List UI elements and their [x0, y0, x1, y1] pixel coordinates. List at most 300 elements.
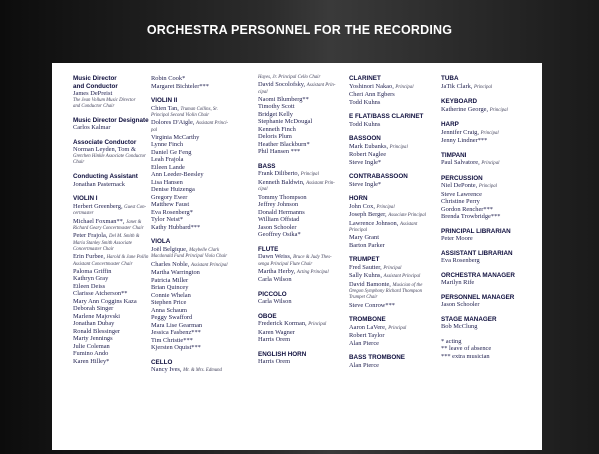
- chair-note: Hayes, Jr. Principal Cello Chair: [258, 75, 321, 80]
- personnel-name: [349, 91, 426, 99]
- member-name: Ann Leeder-Beesley: [151, 171, 204, 179]
- personnel-name: [151, 322, 228, 330]
- personnel-name: [441, 279, 515, 287]
- member-name: Brian Quincey: [151, 284, 189, 292]
- personnel-name: [151, 329, 228, 337]
- personnel-name: [151, 344, 228, 352]
- member-name: Paloma Griffin: [73, 267, 112, 275]
- member-name: Steve Lawrence: [441, 190, 482, 198]
- member-name: Kenneth Baldwin,: [258, 178, 305, 186]
- member-name: William Offstad: [258, 216, 300, 224]
- personnel-name: [73, 90, 149, 98]
- member-title: Principal: [478, 184, 497, 189]
- personnel-name: [349, 203, 426, 212]
- member-name: Bridget Kelly: [258, 110, 293, 118]
- section-gap: [73, 166, 149, 173]
- section-gap: [441, 221, 515, 228]
- section-gap: [258, 306, 335, 313]
- member-title: Assistant Prin-: [306, 83, 336, 89]
- personnel-name: [258, 298, 335, 306]
- personnel-name: [258, 81, 335, 90]
- section-gap: [258, 156, 335, 163]
- member-name: Eva Rosenberg*: [151, 208, 193, 216]
- personnel-name: [349, 181, 426, 189]
- member-name: Mark Eubanks,: [349, 142, 389, 150]
- member-name: Jonathan Dubay: [73, 320, 115, 328]
- member-name: Bob McClung: [441, 323, 478, 330]
- member-name: Robin Cook*: [151, 75, 186, 82]
- personnel-name: [258, 179, 335, 188]
- member-name: Kenneth Finch: [258, 125, 296, 133]
- personnel-name: [258, 253, 335, 262]
- personnel-name: [73, 320, 149, 328]
- member-title: Mr. & Mrs. Edmund: [183, 368, 222, 374]
- personnel-name: [258, 133, 335, 141]
- section-gap: [349, 347, 426, 354]
- personnel-name: [73, 343, 149, 351]
- personnel-name: [151, 209, 228, 217]
- personnel-name: [258, 231, 335, 239]
- chair-note: Assistant Concertmaster Chair: [73, 261, 133, 267]
- member-title: Bruce & Judy Thes-: [293, 255, 332, 261]
- personnel-name: [258, 194, 335, 202]
- section-heading: TUBA: [441, 75, 459, 82]
- section-heading: STAGE MANAGER: [441, 315, 497, 323]
- member-name: Phil Hansen ***: [258, 148, 301, 156]
- member-name: Daniel Ge Feng: [151, 148, 192, 156]
- member-title: Janet &: [126, 219, 142, 225]
- section-gap: [441, 287, 515, 294]
- personnel-name: [258, 141, 335, 149]
- personnel-name: [73, 305, 149, 313]
- member-title: Principal: [481, 161, 500, 166]
- section-gap: [73, 132, 149, 139]
- member-name: Herbert Greenberg,: [73, 202, 123, 210]
- personnel-name: [73, 335, 149, 343]
- personnel-name: [258, 268, 335, 277]
- member-name: Erin Furbee,: [73, 253, 105, 261]
- personnel-column-4: [349, 75, 426, 369]
- member-name: Gregory Ewer: [151, 193, 188, 201]
- member-title: Truman Collins, Sr.: [180, 106, 218, 112]
- member-name: Mara Lise Gearman: [151, 321, 203, 329]
- section-gap: [441, 145, 515, 152]
- section-gap: [349, 188, 426, 195]
- member-name: Marlene Majovski: [73, 312, 121, 320]
- section-heading: VIOLIN I: [73, 195, 98, 203]
- personnel-name: [441, 301, 515, 309]
- section-heading: Music Director Designate: [73, 116, 149, 124]
- personnel-name: [349, 302, 426, 310]
- personnel-name: [151, 75, 228, 83]
- personnel-name: [151, 156, 228, 164]
- personnel-name: [441, 159, 515, 168]
- member-name: Stephen Price: [151, 299, 187, 307]
- personnel-name: [441, 182, 515, 191]
- personnel-name: [73, 146, 149, 154]
- chair-note: Richard Geary Concertmaster Chair: [73, 226, 144, 232]
- member-name: Nancy Ives,: [151, 366, 182, 374]
- member-name: Joël Belgique,: [151, 245, 188, 253]
- personnel-name: [441, 198, 515, 206]
- member-name: Lynne Finch: [151, 141, 184, 149]
- member-name: Steve Ingle*: [349, 158, 382, 166]
- member-name: Martha Warrington: [151, 269, 200, 277]
- member-title: Principal: [376, 204, 395, 210]
- personnel-name: [151, 224, 228, 232]
- personnel-name: [441, 106, 515, 115]
- personnel-name: [349, 324, 426, 333]
- section-gap: [349, 106, 426, 113]
- personnel-name: [258, 118, 335, 126]
- member-name: Denise Huizenga: [151, 186, 195, 194]
- personnel-name: [441, 257, 515, 265]
- member-name: Carlos Kalmar: [73, 124, 111, 132]
- member-name: Jason Schooler: [258, 223, 297, 231]
- member-name: Patricia Miller: [151, 276, 189, 284]
- section-heading: PRINCIPAL LIBRARIAN: [441, 227, 511, 235]
- member-name: Robert Naglee: [349, 151, 387, 158]
- member-name: Katherine George,: [441, 105, 489, 113]
- member-name: Mary Ann Coggins Kaza: [73, 297, 137, 305]
- personnel-name: [441, 206, 515, 214]
- member-name: Leah Frajola: [151, 156, 184, 164]
- member-name: David Bamonte,: [349, 280, 391, 288]
- member-name: Donald Hermanns: [258, 208, 305, 216]
- member-name: Jeffrey Johnson: [258, 201, 299, 209]
- member-name: Norman Leyden, Tom &: [73, 146, 136, 154]
- personnel-name: [349, 281, 426, 290]
- member-name: Aaron LaVere,: [349, 323, 387, 331]
- member-name: Clarisse Atcherson**: [73, 290, 128, 298]
- member-title: Assistant Prin-: [306, 180, 335, 186]
- member-name: Robert Taylor: [349, 332, 385, 340]
- chair-note: cipal: [258, 187, 268, 193]
- member-name: Joseph Berger,: [349, 211, 387, 218]
- section-heading: VIOLA: [151, 238, 171, 246]
- personnel-name: [258, 201, 335, 209]
- personnel-name: [258, 276, 335, 284]
- member-name: Cheri Ann Egbers: [349, 91, 395, 98]
- personnel-name: [151, 269, 228, 277]
- personnel-name: [151, 134, 228, 142]
- section-heading: TRUMPET: [349, 256, 380, 264]
- section-heading: E FLAT/BASS CLARINET: [349, 113, 424, 120]
- member-title: Assistant Principal: [383, 274, 421, 280]
- chair-note: senga Principal Flute Chair: [258, 261, 313, 267]
- member-name: Christine Perry: [441, 198, 480, 205]
- member-name: Kathy Hubbard***: [151, 223, 201, 231]
- personnel-name: [151, 284, 228, 292]
- section-heading: KEYBOARD: [441, 98, 478, 105]
- member-name: John Cox,: [349, 202, 375, 210]
- section-heading: TIMPANI: [441, 151, 467, 159]
- personnel-name: [258, 336, 335, 344]
- section-heading: TROMBONE: [349, 316, 386, 324]
- member-name: Carla Wilson: [258, 276, 292, 284]
- member-name: Todd Kuhns: [349, 120, 381, 128]
- personnel-name: [73, 268, 149, 276]
- personnel-name: [349, 264, 426, 273]
- personnel-name: [349, 211, 426, 220]
- personnel-name: [349, 234, 426, 242]
- personnel-name: [73, 298, 149, 306]
- personnel-name: [258, 148, 335, 156]
- section-gap: [441, 331, 515, 338]
- member-name: * acting: [441, 337, 462, 345]
- chair-note: and Conductor Chair: [73, 103, 115, 109]
- personnel-name: [349, 159, 426, 167]
- member-name: Anna Schaum: [151, 306, 188, 314]
- member-name: Marty Jennings: [73, 335, 113, 343]
- section-gap: [151, 90, 228, 97]
- personnel-name: [151, 105, 228, 114]
- personnel-name: [151, 366, 228, 375]
- personnel-name: [258, 216, 335, 224]
- chair-note: Principal: [349, 228, 368, 233]
- member-name: Peter Moore: [441, 235, 473, 242]
- member-title: Principal: [389, 144, 408, 150]
- personnel-name: [73, 218, 149, 227]
- member-title: Associate Principal: [388, 213, 426, 218]
- section-gap: [349, 249, 426, 256]
- personnel-name: [258, 111, 335, 119]
- personnel-name: [349, 220, 426, 229]
- personnel-column-3: [258, 75, 335, 366]
- personnel-name: [151, 277, 228, 285]
- member-name: Peggy Swafford: [151, 314, 193, 322]
- personnel-name: [73, 124, 149, 132]
- member-title: Musician of the: [392, 282, 423, 288]
- member-name: Kjersten Oquist***: [151, 344, 201, 352]
- section-gap: [151, 231, 228, 238]
- section-heading: ASSISTANT LIBRARIAN: [441, 249, 513, 257]
- member-name: ** leave of absence: [441, 345, 492, 352]
- chair-note: certmaster: [73, 211, 94, 217]
- personnel-name: [73, 313, 149, 321]
- personnel-name: [73, 290, 149, 298]
- section-gap: [258, 344, 335, 351]
- section-heading: CLARINET: [349, 75, 381, 82]
- member-name: Brenda Trowbridge***: [441, 213, 501, 220]
- personnel-column-5: [441, 75, 515, 360]
- member-name: Jenny Lindner***: [441, 137, 488, 144]
- member-name: Ronald Blessinger: [73, 327, 121, 335]
- personnel-name: [151, 299, 228, 307]
- personnel-name: [258, 170, 335, 179]
- section-gap: [349, 166, 426, 173]
- member-name: Steve Conrow***: [349, 301, 395, 309]
- chair-note: Macdonald Fund Principal Viola Chair: [151, 254, 228, 260]
- member-name: James DePreist: [73, 90, 113, 97]
- personnel-name: [151, 194, 228, 202]
- member-name: Karen Wagner: [258, 328, 295, 336]
- personnel-name: [73, 328, 149, 336]
- member-name: Mary Grant: [349, 234, 379, 242]
- section-heading: BASSOON: [349, 135, 381, 142]
- member-name: Virginia McCarthy: [151, 133, 200, 141]
- member-title: Principal: [383, 265, 402, 271]
- personnel-name: [151, 216, 228, 224]
- personnel-name: [258, 224, 335, 232]
- member-name: Matthew Faust: [151, 201, 190, 209]
- member-name: Niel DePonte,: [441, 182, 478, 189]
- member-name: Jonathan Pasternack: [73, 180, 125, 188]
- section-gap: [441, 243, 515, 250]
- section-gap: [441, 265, 515, 272]
- member-name: Eileen Deiss: [73, 282, 106, 290]
- personnel-name: [349, 272, 426, 281]
- personnel-name: [151, 261, 228, 270]
- personnel-column-2: [151, 75, 228, 375]
- personnel-name: [441, 235, 515, 243]
- personnel-name: [151, 83, 228, 91]
- member-title: Assistant Princi-: [196, 121, 229, 127]
- member-title: Assistant Principal: [190, 262, 228, 268]
- chair-note: Chair: [73, 160, 85, 166]
- member-name: Stephanie McDougal: [258, 118, 313, 126]
- section-gap: [441, 168, 515, 175]
- personnel-name: [151, 314, 228, 322]
- chair-note: Principal Second Violin Chair: [151, 113, 210, 118]
- member-name: Paul Salvatore,: [441, 159, 480, 166]
- personnel-name: [349, 143, 426, 152]
- personnel-name: [349, 99, 426, 107]
- personnel-name: [151, 201, 228, 209]
- member-name: Harris Orem: [258, 336, 291, 344]
- personnel-name: [349, 340, 426, 348]
- personnel-name: [441, 213, 515, 221]
- personnel-name: [151, 141, 228, 149]
- personnel-name: [441, 338, 515, 346]
- member-title: Del M. Smith &: [109, 234, 140, 240]
- section-heading: PERSONNEL MANAGER: [441, 293, 515, 301]
- page-title: ORCHESTRA PERSONNEL FOR THE RECORDING: [146, 23, 453, 37]
- member-name: Deborah Singer: [73, 305, 114, 313]
- member-name: Dawn Weiss,: [258, 253, 292, 261]
- member-name: Barton Parker: [349, 241, 385, 249]
- member-name: Fred Sautter,: [349, 263, 382, 271]
- personnel-name: [73, 283, 149, 291]
- member-name: Connie Whelan: [151, 291, 191, 299]
- member-name: Chien Tan,: [151, 104, 179, 112]
- personnel-name: [151, 171, 228, 179]
- member-title: Assistant: [399, 221, 418, 227]
- section-heading: Associate Conductor: [73, 138, 137, 146]
- member-name: Lisa Hansen: [151, 178, 183, 186]
- personnel-name: [441, 191, 515, 199]
- member-name: Steve Ingle*: [349, 180, 382, 188]
- section-gap: [349, 309, 426, 316]
- personnel-name: [73, 350, 149, 358]
- chair-note: The Jean Vollum Music Director: [73, 97, 136, 103]
- member-name: *** extra musician: [441, 352, 490, 360]
- member-name: Heather Blackburn*: [258, 140, 310, 148]
- personnel-name: [258, 209, 335, 217]
- member-title: Harold & Jane Pollin: [106, 255, 149, 261]
- member-name: Eileen Lande: [151, 163, 185, 171]
- member-name: Julie Coleman: [73, 342, 110, 350]
- member-name: Alan Pierce: [349, 339, 379, 347]
- section-heading: BASS: [258, 162, 276, 170]
- member-title: Principal: [308, 322, 327, 328]
- section-heading: Conducting Assistant: [73, 173, 138, 181]
- section-heading: FLUTE: [258, 245, 279, 253]
- personnel-name: [151, 246, 228, 255]
- section-heading: BASS TROMBONE: [349, 354, 405, 362]
- member-title: Principal: [300, 172, 319, 178]
- section-heading: Music Director: [73, 75, 117, 82]
- member-name: Michael Foxman**,: [73, 217, 125, 225]
- personnel-name: [151, 292, 228, 300]
- member-name: Kathryn Gray: [73, 275, 109, 283]
- member-name: Dolores D'Aigle,: [151, 119, 195, 127]
- member-name: Alan Pierce: [349, 361, 379, 369]
- section-gap: [349, 128, 426, 135]
- member-title: Principal: [480, 130, 499, 136]
- member-name: Tommy Thompson: [258, 193, 307, 201]
- member-name: Frank Diliberto,: [258, 170, 300, 178]
- member-title: Principal: [473, 84, 493, 90]
- header-bar: [0, 0, 599, 60]
- member-name: Peter Frajola,: [73, 232, 108, 240]
- chair-note: Trumpet Chair: [349, 295, 378, 301]
- section-heading: and Conductor: [73, 82, 118, 90]
- member-title: Principal: [388, 325, 407, 331]
- section-gap: [258, 239, 335, 246]
- personnel-name: [258, 358, 335, 366]
- member-title: Guest Con-: [124, 204, 147, 210]
- personnel-name: [151, 186, 228, 194]
- section-gap: [151, 352, 228, 359]
- personnel-name: [258, 126, 335, 134]
- personnel-name: [151, 179, 228, 187]
- section-heading: ORCHESTRA MANAGER: [441, 271, 515, 279]
- member-name: Jason Schooler: [441, 301, 480, 308]
- member-name: Timothy Scott: [258, 103, 295, 111]
- chair-note: Oregon Symphony Richard Thompson: [349, 289, 423, 295]
- chair-note: cipal: [258, 89, 268, 95]
- personnel-name: [441, 137, 515, 145]
- personnel-name: [151, 337, 228, 345]
- member-name: Tim Christie***: [151, 336, 193, 344]
- personnel-name: [151, 119, 228, 128]
- chair-note: Gretchen Hinkle Associate Conductor: [73, 153, 146, 159]
- personnel-panel: [52, 63, 542, 450]
- member-name: Deloris Plum: [258, 133, 292, 141]
- member-name: Fumino Ando: [73, 350, 109, 358]
- personnel-name: [258, 329, 335, 337]
- personnel-name: [151, 307, 228, 315]
- personnel-name: [73, 275, 149, 283]
- member-name: Martha Herby,: [258, 267, 296, 275]
- member-name: Geoffrey Osika*: [258, 231, 301, 239]
- section-heading: PERCUSSION: [441, 174, 483, 182]
- chair-note: Concertmaster Chair: [73, 246, 114, 252]
- member-name: Naomi Blumberg**: [258, 95, 309, 103]
- personnel-name: [258, 320, 335, 329]
- member-title: Principal: [395, 84, 414, 90]
- section-heading: CELLO: [151, 358, 173, 366]
- member-name: Todd Kuhns: [349, 98, 381, 106]
- section-heading: PICCOLO: [258, 290, 287, 298]
- personnel-name: [349, 362, 426, 370]
- personnel-name: [441, 129, 515, 138]
- member-name: Frederick Korman,: [258, 320, 307, 328]
- member-name: Eva Rosenberg: [441, 257, 480, 264]
- personnel-column-1: [73, 75, 149, 365]
- personnel-name: [441, 323, 515, 331]
